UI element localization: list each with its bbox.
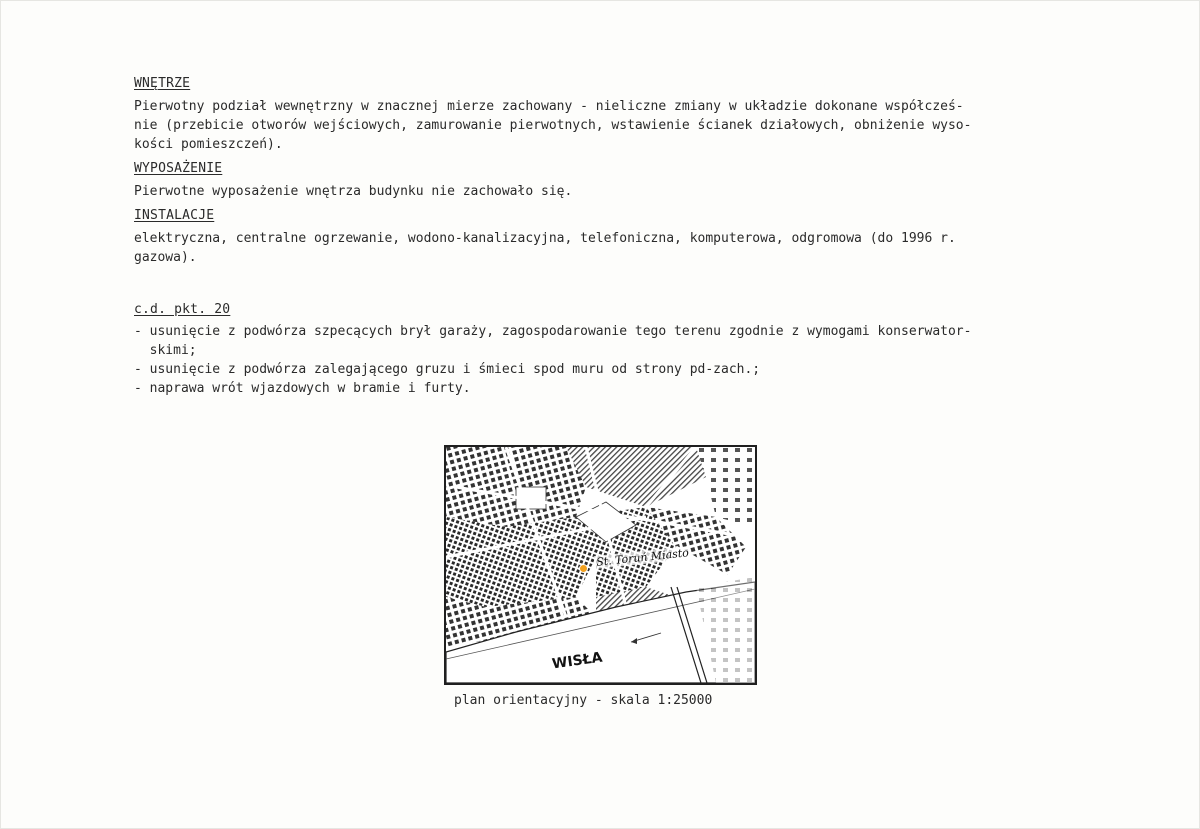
section-text: Pierwotne wyposażenie wnętrza budynku nie zachowało się.: [134, 184, 573, 199]
list-item: - usunięcie z podwórza zalegającego gruzu i śmieci spod muru od strony pd-zach.;: [134, 362, 761, 377]
section-heading: INSTALACJE: [134, 208, 215, 223]
location-marker: [580, 565, 587, 572]
continuation-list: [134, 322, 1054, 398]
section-text: elektryczna, centralne ogrzewanie, wodono-kanalizacyjna, telefoniczna, komputerowa, odgromowa (do 1996 r. gazowa).: [134, 231, 956, 265]
district-label: St. Toruń Miasto: [595, 546, 690, 569]
map-caption: plan orientacyjny - skala 1:25000: [454, 693, 713, 708]
section-interior: [134, 74, 1054, 154]
document-body: [134, 74, 1054, 400]
list-item: - usunięcie z podwórza szpecących brył garaży, zagospodarowanie tego terenu zgodnie z wymogami konserwator- skimi;: [134, 324, 972, 358]
section-continuation: [134, 300, 1054, 398]
river-label: WISŁA: [551, 649, 604, 673]
section-furnishing: [134, 159, 1054, 201]
section-text: Pierwotny podział wewnętrzny w znacznej mierze zachowany - nieliczne zmiany w układzie dokonane współcześ- nie (przebicie otworów wejściowych, zamurowanie pierwotnych, wstawienie ścianek działowych, obniżenie wyso- kości pomieszczeń).: [134, 99, 972, 152]
section-heading: WNĘTRZE: [134, 76, 191, 91]
list-item: - naprawa wrót wjazdowych w bramie i furty.: [134, 381, 471, 396]
orientation-map: [444, 445, 757, 685]
section-installations: [134, 206, 1054, 267]
section-heading: WYPOSAŻENIE: [134, 161, 223, 176]
continuation-heading: c.d. pkt. 20: [134, 302, 231, 317]
